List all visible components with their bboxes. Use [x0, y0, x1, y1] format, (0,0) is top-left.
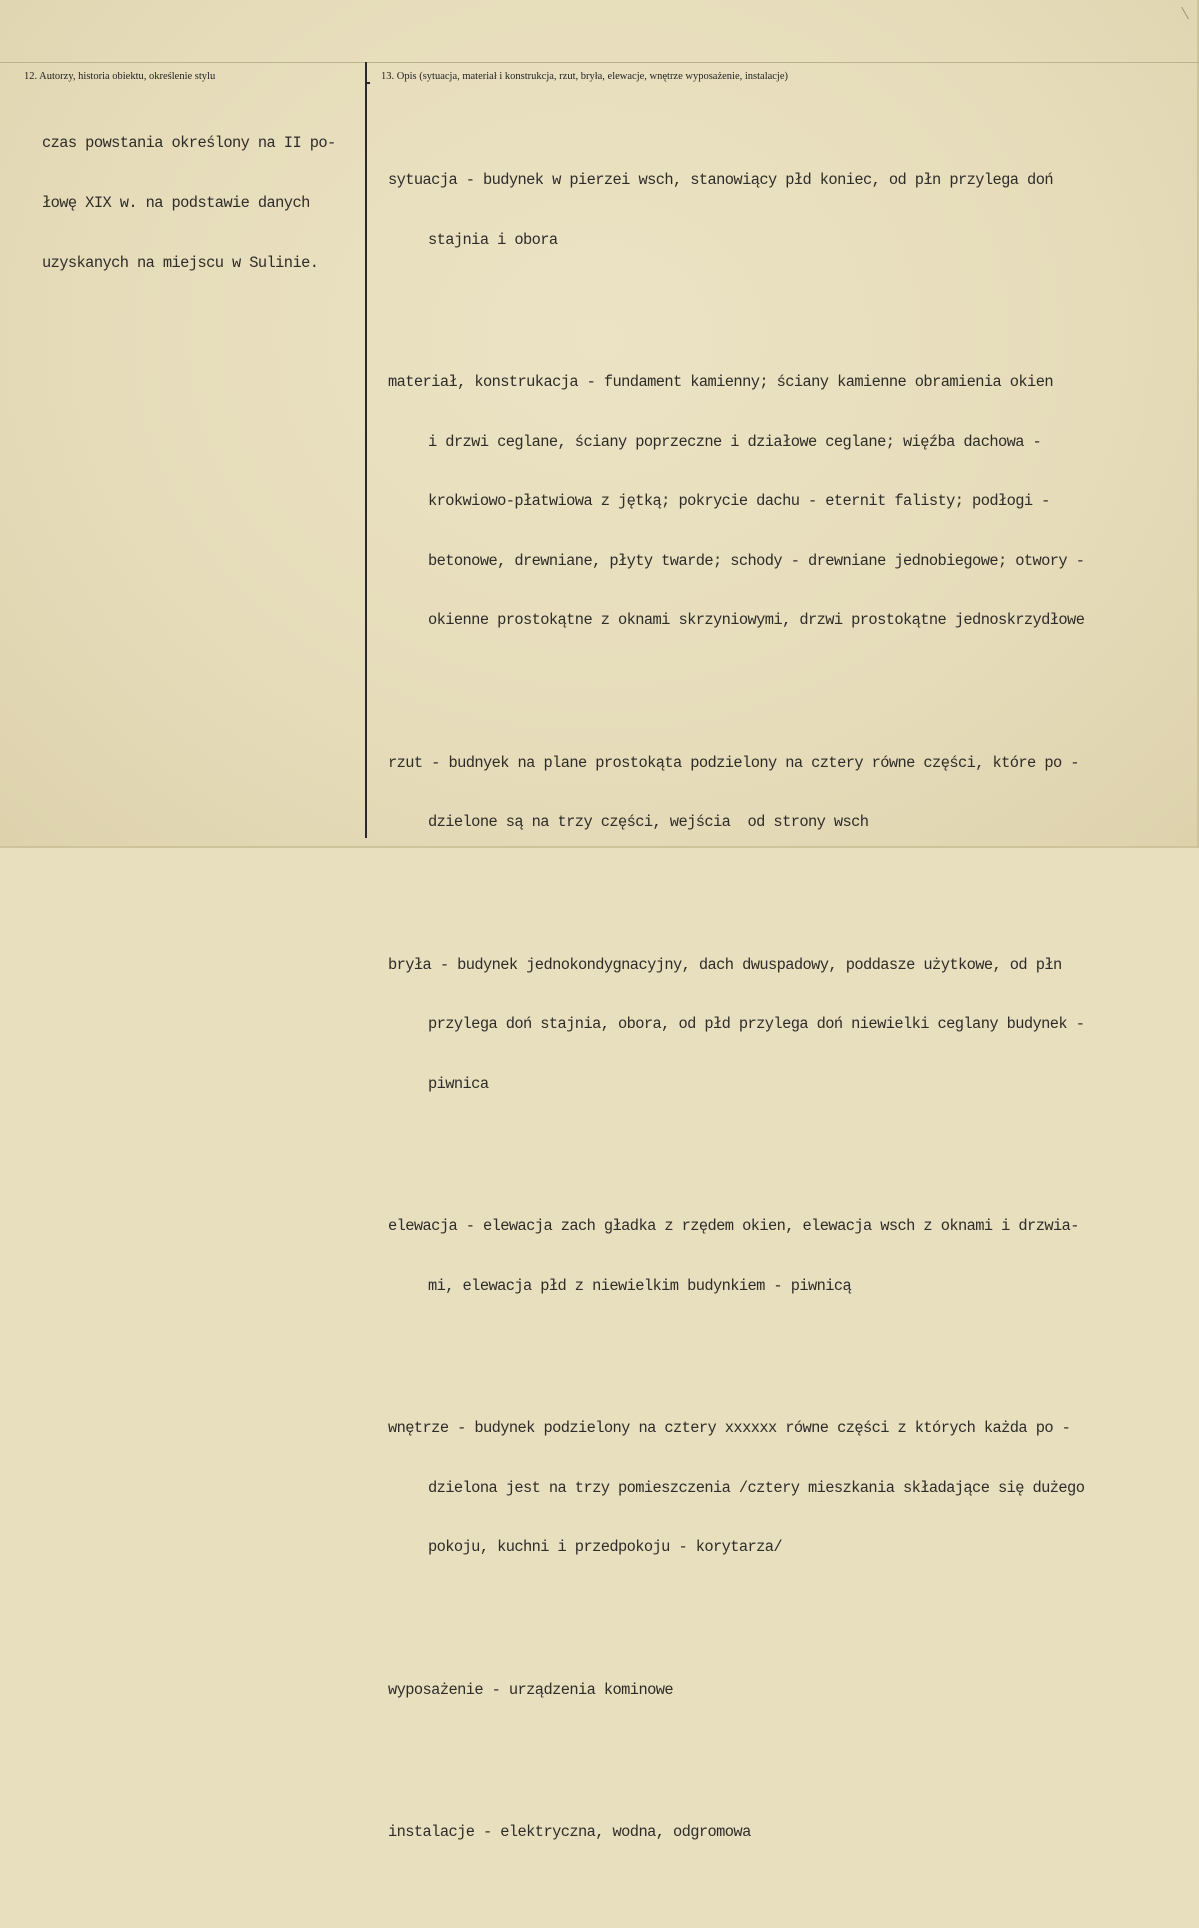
divider-tick	[365, 82, 370, 84]
paragraph-massing	[388, 918, 1188, 1133]
text-line: czas powstania określony na II po-	[42, 134, 336, 152]
text-line: przylega doń stajnia, obora, od płd przylega doń niewielki ceglany budynek -	[428, 1015, 1085, 1033]
text-line: stajnia i obora	[428, 230, 558, 249]
paragraph-installations	[388, 1785, 1188, 1881]
text-line: wyposażenie - urządzenia kominowe	[388, 1680, 673, 1699]
text-line: uzyskanych na miejscu w Sulinie.	[42, 254, 319, 272]
paragraph-equipment	[388, 1643, 1188, 1739]
description-text	[388, 97, 1188, 1928]
column-divider	[365, 62, 367, 838]
paragraph-material-construction	[388, 335, 1188, 669]
text-line: dzielona jest na trzy pomieszczenia /cztery mieszkania składające się dużego	[428, 1478, 1085, 1497]
section-12-heading: 12. Autorzy, historia obiektu, określenie stylu	[24, 71, 216, 82]
text-line: i drzwi ceglane, ściany poprzeczne i działowe ceglane; więźba dachowa -	[428, 432, 1042, 451]
text-line: bryła - budynek jednokondygnacyjny, dach dwuspadowy, poddasze użytkowe, od płn	[388, 955, 1062, 974]
corner-pencil-mark	[1181, 3, 1196, 20]
text-line: betonowe, drewniane, płyty twarde; schody - drewniane jednobiegowe; otwory -	[428, 551, 1085, 570]
paragraph-plan	[388, 716, 1188, 871]
text-line: krokwiowo-płatwiowa z jętką; pokrycie dachu - eternit falisty; podłogi -	[428, 492, 1050, 510]
section-13-heading: 13. Opis (sytuacja, materiał i konstrukcja, rzut, bryła, elewacje, wnętrze wyposażenie, instalacje)	[381, 71, 789, 82]
text-line: instalacje - elektryczna, wodna, odgromowa	[388, 1823, 751, 1841]
text-line: elewacja - elewacja zach gładka z rzędem okien, elewacja wsch z oknami i drzwia-	[388, 1217, 1079, 1235]
text-line: materiał, konstrukacja - fundament kamienny; ściany kamienne obramienia okien	[388, 373, 1053, 391]
text-line: łowę XIX w. na podstawie danych	[42, 194, 310, 212]
authors-history-text	[42, 95, 362, 311]
text-line: dzielone są na trzy części, wejścia od strony wsch	[428, 813, 869, 831]
text-line: pokoju, kuchni i przedpokoju - korytarza/	[428, 1538, 783, 1556]
text-line: wnętrze - budynek podzielony na cztery xxxxxx równe części z których każda po -	[388, 1419, 1071, 1437]
text-line: piwnica	[428, 1074, 489, 1093]
text-line: sytuacja - budynek w pierzei wsch, stanowiący płd koniec, od płn przylega doń	[388, 171, 1053, 189]
paragraph-elevations	[388, 1179, 1188, 1334]
paragraph-situation	[388, 133, 1188, 288]
text-line: okienne prostokątne z oknami skrzyniowymi, drzwi prostokątne jednoskrzydłowe	[428, 611, 1085, 629]
text-line: mi, elewacja płd z niewielkim budynkiem - piwnicą	[428, 1276, 852, 1295]
header-rule	[0, 62, 1199, 63]
paragraph-interior	[388, 1381, 1188, 1596]
text-line: rzut - budnyek na plane prostokąta podzielony na cztery równe części, które po -	[388, 753, 1079, 772]
